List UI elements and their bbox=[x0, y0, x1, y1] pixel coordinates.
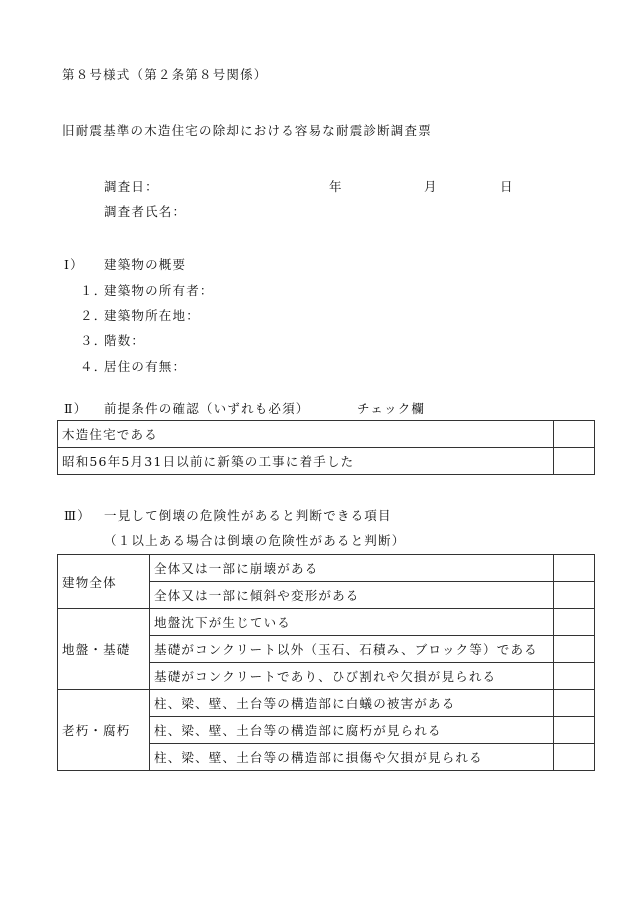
section1-item-number: １． bbox=[80, 283, 108, 298]
location-label: 建築物所在地： bbox=[104, 308, 200, 323]
check-column-header: チェック欄 bbox=[357, 401, 426, 416]
section1-title: 建築物の概要 bbox=[104, 257, 187, 272]
check-cell[interactable] bbox=[554, 609, 595, 636]
page-title: 旧耐震基準の木造住宅の除却における容易な耐震診断調査票 bbox=[62, 123, 432, 138]
check-cell[interactable] bbox=[554, 421, 595, 448]
year-label: 年 bbox=[329, 179, 343, 194]
category-whole-building: 建物全体 bbox=[58, 555, 150, 609]
section3-number: Ⅲ） bbox=[64, 508, 91, 523]
section2-number: Ⅱ） bbox=[64, 401, 88, 416]
section2-title: 前提条件の確認（いずれも必須） bbox=[104, 401, 310, 416]
survey-date-label: 調査日： bbox=[104, 179, 159, 194]
section1-number: Ⅰ） bbox=[64, 257, 84, 272]
precondition-table bbox=[57, 420, 595, 475]
precondition-wooden-house: 木造住宅である bbox=[58, 421, 554, 448]
check-cell[interactable] bbox=[554, 744, 595, 771]
section3-title: 一見して倒壊の危険性があると判断できる項目 bbox=[104, 508, 392, 523]
table-row bbox=[58, 448, 595, 475]
table-row bbox=[58, 555, 595, 582]
check-cell[interactable] bbox=[554, 448, 595, 475]
table-row bbox=[58, 690, 595, 717]
form-number: 第８号様式（第２条第８号関係） bbox=[62, 67, 268, 82]
section1-item-number: ２． bbox=[80, 308, 108, 323]
item-non-concrete-foundation: 基礎がコンクリート以外（玉石、石積み、ブロック等）である bbox=[150, 636, 554, 663]
item-structural-damage: 柱、梁、壁、土台等の構造部に損傷や欠損が見られる bbox=[150, 744, 554, 771]
item-tilt-deformation: 全体又は一部に傾斜や変形がある bbox=[150, 582, 554, 609]
category-deterioration-decay: 老朽・腐朽 bbox=[58, 690, 150, 771]
collapse-risk-table bbox=[57, 554, 595, 771]
precondition-construction-date: 昭和56年5月31日以前に新築の工事に着手した bbox=[58, 448, 554, 475]
item-termite-damage: 柱、梁、壁、土台等の構造部に白蟻の被害がある bbox=[150, 690, 554, 717]
check-cell[interactable] bbox=[554, 582, 595, 609]
owner-label: 建築物の所有者： bbox=[104, 283, 214, 298]
category-ground-foundation: 地盤・基礎 bbox=[58, 609, 150, 690]
item-rot: 柱、梁、壁、土台等の構造部に腐朽が見られる bbox=[150, 717, 554, 744]
item-collapse: 全体又は一部に崩壊がある bbox=[150, 555, 554, 582]
check-cell[interactable] bbox=[554, 636, 595, 663]
month-label: 月 bbox=[424, 179, 438, 194]
floors-label: 階数： bbox=[104, 333, 146, 348]
surveyor-name-label: 調査者氏名： bbox=[104, 204, 187, 219]
item-ground-subsidence: 地盤沈下が生じている bbox=[150, 609, 554, 636]
item-foundation-cracks: 基礎がコンクリートであり、ひび割れや欠損が見られる bbox=[150, 663, 554, 690]
occupancy-label: 居住の有無： bbox=[104, 359, 187, 374]
check-cell[interactable] bbox=[554, 663, 595, 690]
section1-item-number: ４． bbox=[80, 359, 108, 374]
table-row bbox=[58, 421, 595, 448]
check-cell[interactable] bbox=[554, 555, 595, 582]
check-cell[interactable] bbox=[554, 717, 595, 744]
day-label: 日 bbox=[500, 179, 514, 194]
table-row bbox=[58, 609, 595, 636]
check-cell[interactable] bbox=[554, 690, 595, 717]
section3-note: （１以上ある場合は倒壊の危険性があると判断） bbox=[104, 533, 406, 548]
section1-item-number: ３． bbox=[80, 333, 108, 348]
